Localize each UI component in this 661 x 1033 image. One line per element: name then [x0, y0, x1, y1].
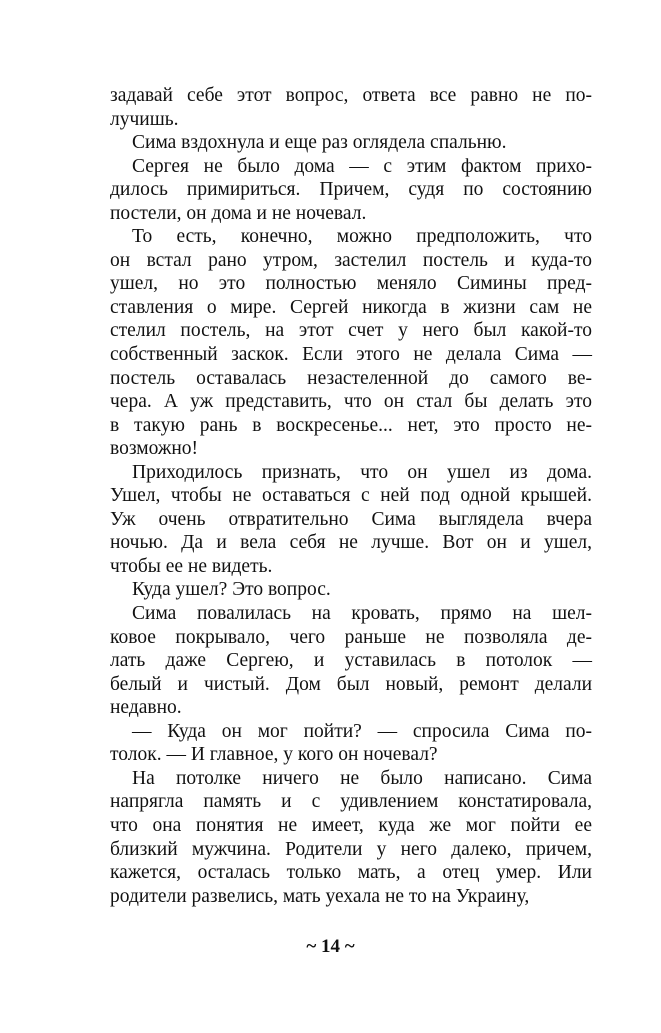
text-line: кажется, осталась только мать, а отец умер. Или	[110, 862, 592, 884]
text-line: ушел, но это полностью меняло Симины пред-	[110, 273, 592, 295]
text-line: толок. — И главное, у кого он ночевал?	[110, 744, 438, 766]
text-line: собственный заскок. Если этого не делала Сима —	[110, 344, 592, 366]
text-line: чера. А уж представить, что он стал бы делать это	[110, 391, 592, 413]
text-line: лучишь.	[110, 108, 179, 130]
text-line: он встал рано утром, застелил постель и куда-то	[110, 249, 592, 271]
text-line: Сергея не было дома — с этим фактом прихо-	[132, 155, 592, 177]
text-line: ночью. Да и вела себя не лучше. Вот он и ушел,	[110, 532, 592, 554]
text-line: постель оставалась незастеленной до самого ве-	[110, 367, 592, 389]
text-line: Сима повалилась на кровать, прямо на шел-	[132, 603, 592, 625]
text-line: белый и чистый. Дом был новый, ремонт делали	[110, 673, 592, 695]
text-line: ковое покрывало, чего раньше не позволяла де-	[110, 626, 592, 648]
text-line: что она понятия не имеет, куда же мог пойти ее	[110, 814, 592, 836]
text-line: недавно.	[110, 697, 182, 719]
text-line: дилось примириться. Причем, судя по состоянию	[110, 179, 592, 201]
text-line: лать даже Сергею, и уставилась в потолок —	[110, 650, 592, 672]
text-line: постели, он дома и не ночевал.	[110, 202, 367, 224]
text-line: Куда ушел? Это вопрос.	[132, 579, 331, 601]
text-line: ставления о мире. Сергей никогда в жизни сам не	[110, 296, 592, 318]
text-line: напрягла память и с удивлением констатировала,	[110, 791, 592, 813]
text-line: чтобы ее не видеть.	[110, 555, 273, 577]
text-line: в такую рань в воскресенье... нет, это просто не-	[110, 414, 592, 436]
body-text	[110, 84, 592, 908]
text-line: На потолке ничего не было написано. Сима	[132, 767, 592, 789]
text-line: стелил постель, на этот счет у него был какой-то	[110, 320, 592, 342]
page-number: ~ 14 ~	[306, 936, 355, 957]
text-line: Сима вздохнула и еще раз оглядела спальню.	[132, 132, 507, 154]
text-line: близкий мужчина. Родители у него далеко, причем,	[110, 838, 592, 860]
text-line: То есть, конечно, можно предположить, что	[132, 226, 592, 248]
text-line: задавай себе этот вопрос, ответа все равно не по-	[110, 85, 592, 106]
text-line: Приходилось признать, что он ушел из дома.	[132, 461, 592, 483]
text-line: родители развелись, мать уехала не то на Украину,	[110, 885, 530, 907]
text-line: возможно!	[110, 438, 199, 460]
text-line: — Куда он мог пойти? — спросила Сима по-	[132, 720, 592, 742]
text-line: Уж очень отвратительно Сима выглядела вчера	[110, 508, 592, 530]
text-line: Ушел, чтобы не оставаться с ней под одной крышей.	[110, 485, 592, 507]
